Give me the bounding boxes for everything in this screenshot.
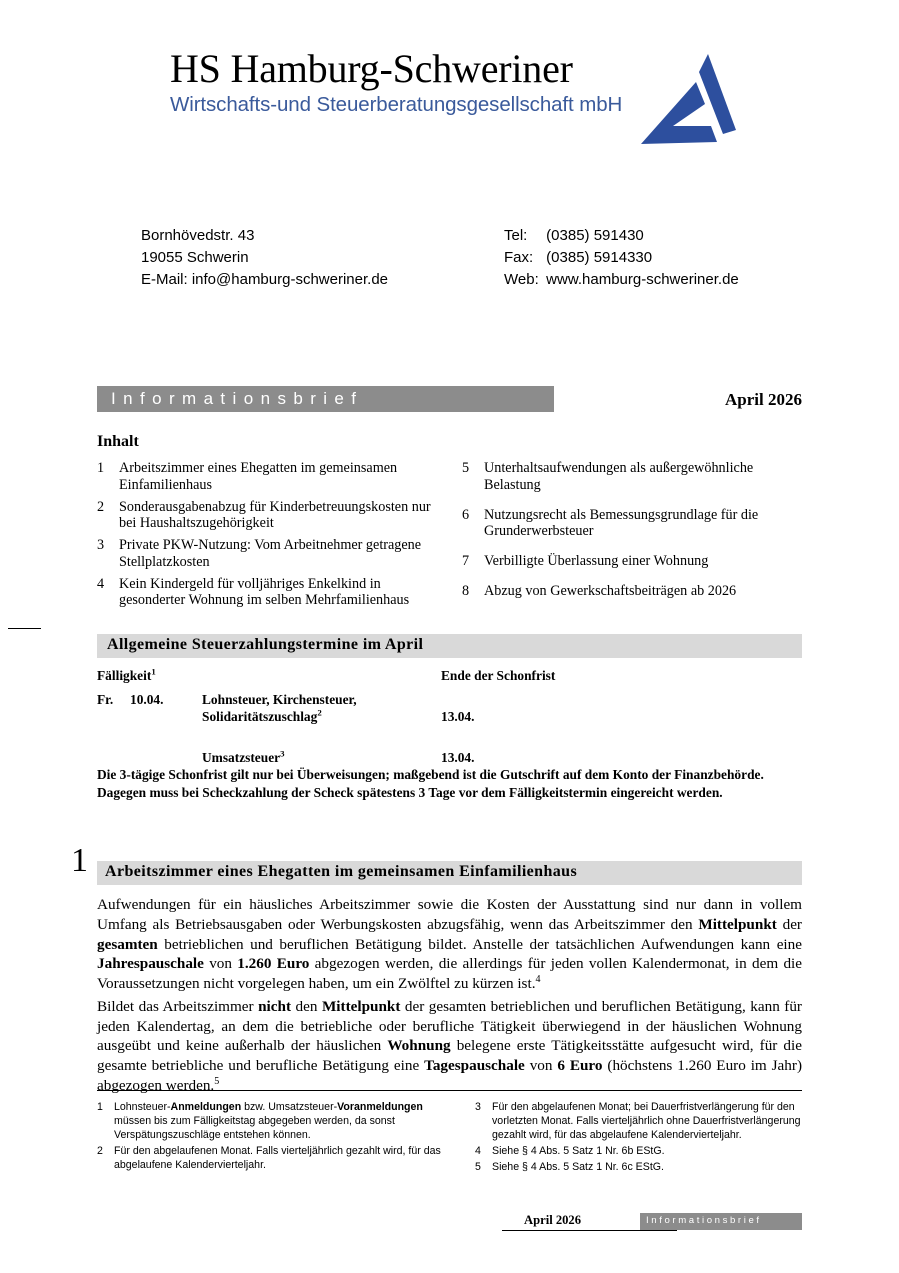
footnote-text: Siehe § 4 Abs. 5 Satz 1 Nr. 6c EStG.: [492, 1161, 664, 1174]
contact-email-value[interactable]: info@hamburg-schweriner.de: [191, 271, 389, 289]
payment-due-date: 10.04.: [130, 692, 164, 707]
contact-comms-column: [504, 225, 844, 291]
para1-text-1: Aufwendungen für ein häusliches Arbeitszimmer sowie die Kosten der Ausstattung sind nur dann in vollem Umfang als Betriebsausgaben oder Werbungskosten abzugsfähig, wenn das Arbeitszimmer den: [97, 896, 802, 933]
para2-footnote-ref: 5: [214, 1075, 220, 1087]
toc-item-2[interactable]: [97, 499, 442, 533]
footnote-2: [97, 1144, 442, 1172]
toc-item-7[interactable]: [462, 553, 807, 570]
payment-description-text: Solidaritätszuschlag: [202, 709, 318, 724]
payment-grace-date: 13.04.: [441, 709, 475, 724]
toc-item-number: 2: [97, 498, 105, 515]
footnote-bold-1: Anmeldungen: [170, 1101, 242, 1113]
footer-rule: [502, 1230, 677, 1231]
footer-title: Informationsbrief: [646, 1215, 762, 1226]
article-1-number: 1: [71, 842, 88, 879]
contact-web-row: [504, 269, 844, 291]
payment-row-1a: [97, 692, 802, 709]
toc-item-label: Abzug von Gewerkschaftsbeiträgen ab 2026: [484, 582, 737, 599]
contact-city: 19055 Schwerin: [141, 249, 249, 267]
company-triangle-logo-icon: [633, 52, 741, 152]
payment-table-header: [97, 668, 802, 692]
contact-web-label: Web:: [504, 271, 539, 289]
payment-header-due-text: Fälligkeit: [97, 668, 152, 683]
toc-item-8[interactable]: [462, 583, 807, 600]
company-subtitle: Wirtschafts-und Steuerberatungsgesellschaft mbH: [170, 93, 623, 116]
para1-text-3: betrieblichen und beruflichen Betätigung bildet. Anstelle der tatsächlichen Aufwendungen kann eine: [157, 935, 802, 953]
para2-text-4: belegene erste Tätigkeitsstätte aufgesucht wird, für die gesamte betriebliche und berufliche Betätigung eine: [97, 1037, 802, 1074]
footnote-text: Siehe § 4 Abs. 5 Satz 1 Nr. 6b EStG.: [492, 1145, 665, 1158]
payment-note-line-1: Die 3-tägige Schonfrist gilt nur bei Überweisungen; maßgebend ist die Gutschrift auf dem Konto der Finanzbehörde.: [97, 767, 764, 782]
contact-email-row: [141, 269, 491, 291]
payment-dates-table: [97, 668, 802, 767]
payment-note-line-2: Dagegen muss bei Scheckzahlung der Scheck spätestens 3 Tage vor dem Fälligkeitstermin eingereicht werden.: [97, 785, 723, 801]
toc-item-label: Arbeitszimmer eines Ehegatten im gemeinsamen Einfamilienhaus: [119, 460, 398, 493]
toc-item-label: Nutzungsrecht als Bemessungsgrundlage für die Grunderwerbsteuer: [484, 506, 759, 540]
payment-description-text: Umsatzsteuer: [202, 750, 281, 765]
payment-header-grace: Ende der Schonfrist: [441, 668, 556, 683]
para2-bold-5: 6 Euro: [557, 1057, 603, 1074]
payment-section-title: Allgemeine Steuerzahlungstermine im April: [107, 636, 424, 653]
toc-item-5[interactable]: [462, 460, 807, 494]
masthead-date: April 2026: [725, 390, 802, 409]
footnote-column-right: [475, 1100, 820, 1176]
toc-item-3[interactable]: [97, 537, 442, 571]
para1-text-4: von: [203, 955, 238, 973]
payment-note: [97, 766, 807, 802]
toc-item-4[interactable]: [97, 576, 442, 610]
para1-footnote-ref: 4: [535, 973, 541, 985]
toc-item-number: 1: [97, 460, 105, 476]
footnote-number: 1: [97, 1101, 103, 1113]
para2-text-5: von: [524, 1057, 558, 1074]
toc-item-number: 4: [97, 575, 105, 592]
payment-section-bar: [97, 634, 802, 658]
article-1-paragraph-1: [97, 895, 802, 994]
para2-bold-1: nicht: [258, 997, 292, 1015]
page-footer: [97, 1213, 802, 1231]
footnote-text-1: Für den abgelaufenen Monat. Falls vierteljährlich gezahlt wird, für das abgelaufene Kalendervierteljahr.: [114, 1145, 441, 1172]
toc-item-number: 3: [97, 537, 105, 553]
footnote-bold-2: Voranmeldungen: [337, 1101, 423, 1113]
contact-tel-row: [504, 225, 844, 247]
payment-row-1b: [97, 709, 802, 726]
footnote-text-2: bzw. Umsatzsteuer-: [241, 1101, 338, 1113]
table-of-contents: [97, 460, 807, 609]
payment-description-line2: [202, 709, 322, 725]
footnote-5: [475, 1160, 820, 1174]
para1-text-5: abgezogen werden, die allerdings für jeden vollen Kalendermonat, in dem die Voraussetzungen nicht vorgelegen haben, um ein Zwölftel zu kürzen ist.: [97, 955, 803, 992]
toc-item-number: 6: [462, 506, 470, 523]
article-1-body: [97, 895, 802, 1096]
footnote-text-1: Lohnsteuer-: [114, 1101, 171, 1113]
contact-tel-value: (0385) 591430: [546, 227, 644, 244]
para2-bold-2: Mittelpunkt: [321, 997, 401, 1015]
payment-row-spacer: [97, 726, 802, 750]
payment-row-2: [97, 750, 802, 767]
para2-text-3: der gesamten betrieblichen und beruflichen Betätigung, kann für jeden Kalendertag, an dem die betriebliche oder berufliche Tätigkeit überwiegend in der häuslichen Wohnung ausgeübt und keine außerhalb der häuslichen: [97, 997, 802, 1055]
letterhead: [0, 0, 899, 195]
company-name: HS Hamburg-Schweriner: [170, 46, 573, 91]
contact-street: Bornhövedstr. 43: [141, 227, 255, 244]
toc-item-label: Verbilligte Überlassung einer Wohnung: [484, 553, 709, 569]
toc-item-6[interactable]: [462, 507, 807, 541]
toc-item-number: 7: [462, 553, 470, 569]
payment-grace-date: 13.04.: [441, 750, 475, 765]
contact-web-value[interactable]: www.hamburg-schweriner.de: [546, 271, 739, 289]
para1-bold-3: Jahrespauschale: [97, 955, 204, 973]
footnote-column-left: [97, 1100, 442, 1174]
toc-item-number: 8: [462, 582, 470, 599]
footnote-number: 2: [97, 1145, 103, 1158]
payment-description-line2: [202, 750, 285, 766]
para1-bold-4: 1.260 Euro: [237, 955, 310, 973]
footnote-separator: [97, 1090, 802, 1091]
footnote-text: Für den abgelaufenen Monat; bei Dauerfristverlängerung für den vorletzten Monat. Falls vierteljährlich ohne Dauerfristverlängerung gezahlt wird, für das abgelaufene Kalendervierteljahr.: [492, 1101, 801, 1142]
payment-description-footnote-ref: 2: [317, 707, 322, 718]
footnote-1: [97, 1100, 442, 1142]
toc-item-1[interactable]: [97, 460, 442, 494]
article-1-paragraph-2: [97, 997, 802, 1096]
para1-bold-2: gesamten: [97, 935, 158, 953]
toc-heading: Inhalt: [97, 433, 139, 450]
contact-fax-row: [504, 247, 844, 269]
toc-item-number: 5: [462, 460, 470, 476]
footnote-number: 5: [475, 1161, 481, 1174]
payment-description-footnote-ref: 3: [280, 748, 285, 759]
article-1-title: Arbeitszimmer eines Ehegatten im gemeinsamen Einfamilienhaus: [105, 863, 578, 880]
toc-item-label: Kein Kindergeld für volljähriges Enkelkind in gesonderter Wohnung im selben Mehrfamilienhaus: [119, 575, 410, 609]
footnote-number: 4: [475, 1145, 481, 1158]
contact-fax-label: Fax:: [504, 249, 534, 267]
footnote-number: 3: [475, 1101, 481, 1113]
toc-item-label: Private PKW-Nutzung: Vom Arbeitnehmer getragene Stellplatzkosten: [119, 537, 422, 570]
toc-column-left: [97, 460, 442, 614]
footnote-4: [475, 1144, 820, 1158]
contact-fax-value: (0385) 5914330: [546, 249, 653, 267]
toc-column-right: [462, 460, 807, 613]
margin-tick-mark: [8, 628, 41, 629]
para2-text-6: (höchstens 1.260 Euro im Jahr) abgezogen werden.: [97, 1057, 803, 1094]
footnote-text-3: müssen bis zum Fälligkeitstag abgegeben werden, da sonst Verspätungszuschläge entstehen können.: [114, 1115, 395, 1142]
masthead: [97, 386, 802, 412]
payment-header-due-footnote-ref: 1: [151, 666, 156, 677]
para2-bold-4: Tagespauschale: [424, 1057, 525, 1074]
article-1-heading-bar: [71, 842, 802, 885]
payment-description-line1: Lohnsteuer, Kirchensteuer,: [202, 692, 357, 707]
contact-tel-label: Tel:: [504, 227, 528, 244]
payment-header-due: [97, 668, 156, 684]
footnote-3: [475, 1100, 820, 1142]
para1-text-2: der: [776, 915, 802, 933]
contact-email-label: E-Mail:: [141, 271, 188, 289]
para2-text-1: Bildet das Arbeitszimmer: [97, 997, 259, 1015]
para1-bold-1: Mittelpunkt: [698, 915, 777, 933]
toc-item-label: Unterhaltsaufwendungen als außergewöhnliche Belastung: [484, 460, 754, 493]
footer-date: April 2026: [524, 1213, 582, 1227]
toc-item-label: Sonderausgabenabzug für Kinderbetreuungskosten nur bei Haushaltszugehörigkeit: [119, 498, 431, 532]
masthead-title: Informationsbrief: [111, 389, 364, 408]
para2-text-2: den: [291, 997, 322, 1015]
payment-weekday: Fr.: [97, 692, 114, 707]
contact-address-column: [141, 225, 491, 291]
para2-bold-3: Wohnung: [387, 1037, 451, 1055]
